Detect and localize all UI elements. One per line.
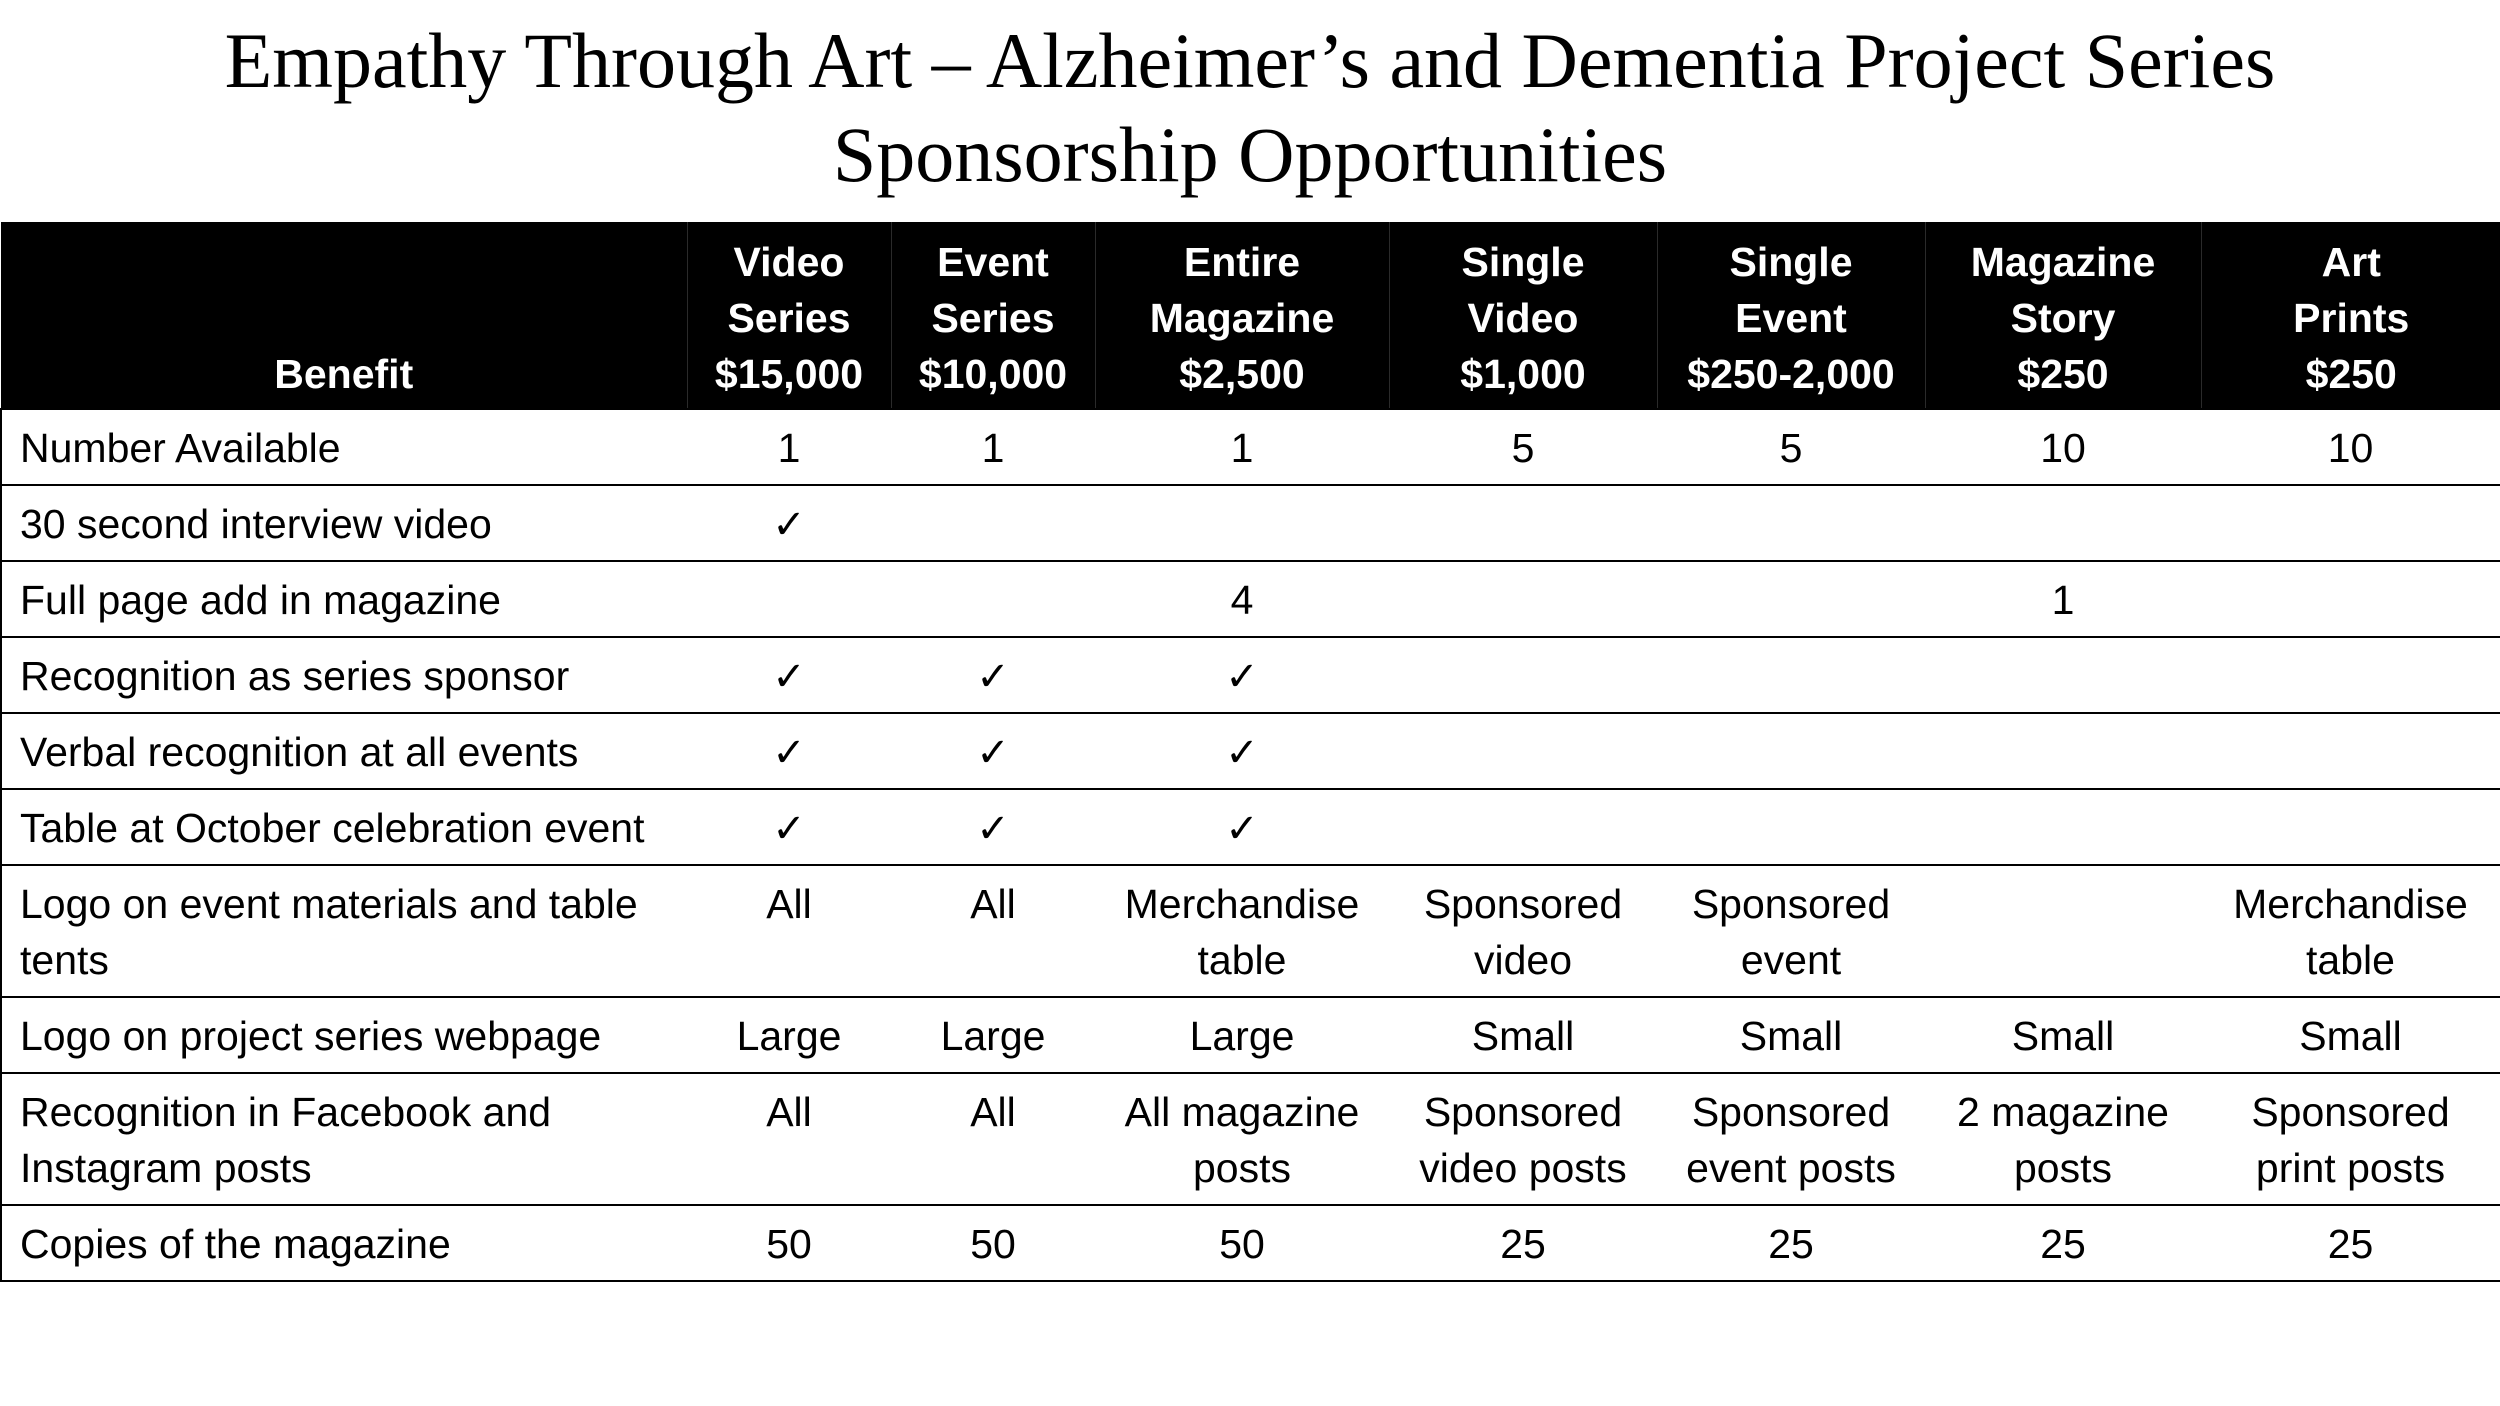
table-cell xyxy=(1925,485,2201,561)
column-header-video-series xyxy=(687,222,891,409)
column-header-line: Entire xyxy=(1183,239,1301,285)
check-cell xyxy=(1095,713,1389,789)
column-header-single-video xyxy=(1389,222,1657,409)
table-cell: All xyxy=(891,865,1095,997)
table-cell xyxy=(1925,789,2201,865)
check-cell xyxy=(687,637,891,713)
table-cell: Small xyxy=(1389,997,1657,1073)
check-cell xyxy=(891,789,1095,865)
table-cell xyxy=(2201,637,2500,713)
table-cell: 25 xyxy=(1657,1205,1925,1281)
table-cell: Small xyxy=(2201,997,2500,1073)
title-line-2: Sponsorship Opportunities xyxy=(832,111,1668,198)
table-cell xyxy=(2201,713,2500,789)
table-cell: All xyxy=(687,865,891,997)
table-cell xyxy=(1925,637,2201,713)
column-header-line: Prints xyxy=(2293,295,2410,341)
column-header-line: Video xyxy=(1467,295,1579,341)
benefit-cell: Recognition in Facebook and Instagram posts xyxy=(1,1073,687,1205)
sponsorship-table xyxy=(0,222,2500,1282)
table-cell: Small xyxy=(1925,997,2201,1073)
table-cell xyxy=(1657,561,1925,637)
table-cell: 25 xyxy=(1389,1205,1657,1281)
table-cell xyxy=(687,561,891,637)
column-header-price: $10,000 xyxy=(918,351,1068,397)
table-cell: All magazine posts xyxy=(1095,1073,1389,1205)
table-cell xyxy=(1657,789,1925,865)
table-row xyxy=(1,865,2500,997)
table-cell: 1 xyxy=(891,409,1095,485)
benefit-cell: Logo on event materials and table tents xyxy=(1,865,687,997)
table-cell: 1 xyxy=(1925,561,2201,637)
column-header-art-prints xyxy=(2201,222,2500,409)
table-cell xyxy=(1925,865,2201,997)
table-row xyxy=(1,485,2500,561)
table-cell xyxy=(1389,637,1657,713)
table-cell: Large xyxy=(1095,997,1389,1073)
table-cell: 4 xyxy=(1095,561,1389,637)
checkmark-icon: ✓ xyxy=(976,806,1010,852)
column-header-line: Story xyxy=(2010,295,2116,341)
table-cell: 5 xyxy=(1657,409,1925,485)
table-cell xyxy=(1657,637,1925,713)
column-header-line: Art xyxy=(2321,239,2381,285)
table-row xyxy=(1,561,2500,637)
benefit-cell: Number Available xyxy=(1,409,687,485)
column-header-line: Event xyxy=(1735,295,1847,341)
column-header-price: $2,500 xyxy=(1179,351,1305,397)
checkmark-icon: ✓ xyxy=(772,502,806,548)
benefit-cell: Logo on project series webpage xyxy=(1,997,687,1073)
table-cell xyxy=(1389,561,1657,637)
table-cell: Sponsored event xyxy=(1657,865,1925,997)
table-cell xyxy=(1657,485,1925,561)
table-cell xyxy=(1389,485,1657,561)
benefit-cell: Recognition as series sponsor xyxy=(1,637,687,713)
table-cell: Sponsored video posts xyxy=(1389,1073,1657,1205)
title-line-1: Empathy Through Art – Alzheimer’s and Dementia Project Series xyxy=(224,17,2276,104)
checkmark-icon: ✓ xyxy=(1225,654,1259,700)
benefit-cell: 30 second interview video xyxy=(1,485,687,561)
column-header-entire-magazine xyxy=(1095,222,1389,409)
table-cell xyxy=(891,485,1095,561)
table-row xyxy=(1,789,2500,865)
column-header-line: Series xyxy=(931,295,1055,341)
table-cell xyxy=(2201,789,2500,865)
table-row xyxy=(1,409,2500,485)
page-title xyxy=(0,14,2500,202)
table-row xyxy=(1,713,2500,789)
table-cell xyxy=(1925,713,2201,789)
benefit-cell: Table at October celebration event xyxy=(1,789,687,865)
table-row xyxy=(1,1205,2500,1281)
column-header-price: $250-2,000 xyxy=(1687,351,1895,397)
table-cell: 25 xyxy=(1925,1205,2201,1281)
checkmark-icon: ✓ xyxy=(1225,730,1259,776)
column-header-event-series xyxy=(891,222,1095,409)
table-cell: Large xyxy=(687,997,891,1073)
checkmark-icon: ✓ xyxy=(772,730,806,776)
table-header xyxy=(1,222,2500,409)
column-header-line: Magazine xyxy=(1970,239,2156,285)
table-cell xyxy=(2201,485,2500,561)
check-cell xyxy=(1095,789,1389,865)
column-header-line: Event xyxy=(937,239,1049,285)
checkmark-icon: ✓ xyxy=(976,730,1010,776)
checkmark-icon: ✓ xyxy=(1225,806,1259,852)
check-cell xyxy=(891,713,1095,789)
table-cell: Sponsored video xyxy=(1389,865,1657,997)
table-cell: All xyxy=(891,1073,1095,1205)
table-cell xyxy=(2201,561,2500,637)
table-cell: 10 xyxy=(2201,409,2500,485)
column-header-line: Single xyxy=(1729,239,1853,285)
checkmark-icon: ✓ xyxy=(976,654,1010,700)
header-row xyxy=(1,222,2500,409)
checkmark-icon: ✓ xyxy=(772,806,806,852)
table-cell: All xyxy=(687,1073,891,1205)
column-header-price: $1,000 xyxy=(1460,351,1586,397)
column-header-price: $250 xyxy=(2017,351,2109,397)
table-cell: Merchandise table xyxy=(1095,865,1389,997)
benefit-cell: Verbal recognition at all events xyxy=(1,713,687,789)
table-cell xyxy=(1095,485,1389,561)
table-cell: 50 xyxy=(891,1205,1095,1281)
table-cell xyxy=(891,561,1095,637)
table-cell: Large xyxy=(891,997,1095,1073)
table-cell: 10 xyxy=(1925,409,2201,485)
benefit-cell: Copies of the magazine xyxy=(1,1205,687,1281)
table-cell: 5 xyxy=(1389,409,1657,485)
table-cell: 2 magazine posts xyxy=(1925,1073,2201,1205)
checkmark-icon: ✓ xyxy=(772,654,806,700)
table-cell: Small xyxy=(1657,997,1925,1073)
column-header-single-event xyxy=(1657,222,1925,409)
table-cell: 25 xyxy=(2201,1205,2500,1281)
check-cell xyxy=(687,713,891,789)
check-cell xyxy=(687,485,891,561)
column-header-price: $250 xyxy=(2305,351,2397,397)
table-cell xyxy=(1657,713,1925,789)
column-header-line: Video xyxy=(733,239,845,285)
benefit-cell: Full page add in magazine xyxy=(1,561,687,637)
table-cell: Merchandise table xyxy=(2201,865,2500,997)
table-cell xyxy=(1389,713,1657,789)
benefit-column-header: Benefit xyxy=(1,222,687,409)
column-header-price: $15,000 xyxy=(714,351,864,397)
table-cell xyxy=(1389,789,1657,865)
column-header-line: Magazine xyxy=(1149,295,1335,341)
table-cell: 50 xyxy=(687,1205,891,1281)
table-cell: 1 xyxy=(687,409,891,485)
table-body xyxy=(1,409,2500,1281)
check-cell xyxy=(891,637,1095,713)
check-cell xyxy=(687,789,891,865)
column-header-line: Single xyxy=(1461,239,1585,285)
column-header-line: Series xyxy=(727,295,851,341)
table-cell: Sponsored print posts xyxy=(2201,1073,2500,1205)
table-cell: 50 xyxy=(1095,1205,1389,1281)
table-row xyxy=(1,637,2500,713)
table-row xyxy=(1,997,2500,1073)
table-row xyxy=(1,1073,2500,1205)
table-cell: 1 xyxy=(1095,409,1389,485)
column-header-magazine-story xyxy=(1925,222,2201,409)
table-cell: Sponsored event posts xyxy=(1657,1073,1925,1205)
check-cell xyxy=(1095,637,1389,713)
